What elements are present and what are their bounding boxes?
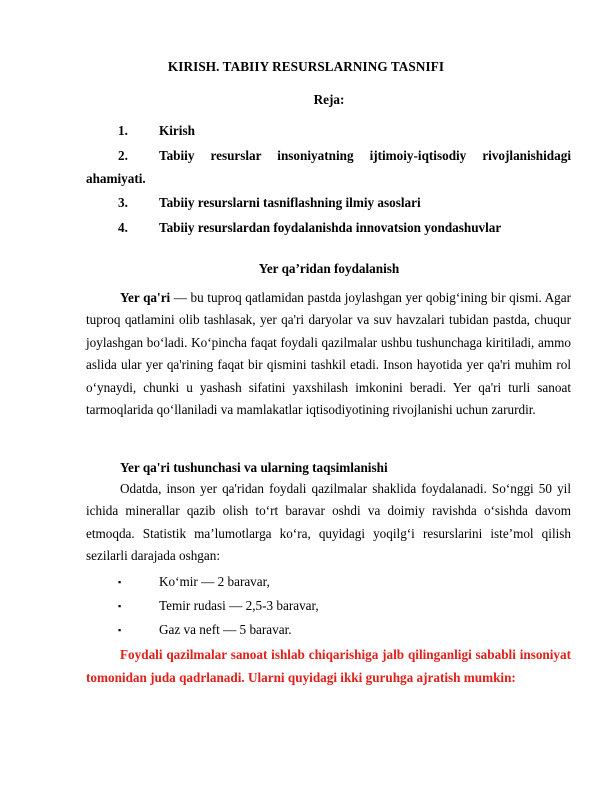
- plan-item-number: 4.: [118, 220, 128, 235]
- plan-label: Reja:: [313, 92, 345, 107]
- subheading: Yer qa'ri tushunchasi va ularning taqsimlanishi: [120, 460, 388, 475]
- list-item-text: Temir rudasi — 2,5-3 baravar,: [159, 598, 319, 613]
- list-item-text: Ko‘mir — 2 baravar,: [159, 574, 270, 589]
- term-highlight: Yer qa'ri: [120, 290, 171, 305]
- plan-item-text: Tabiiy resurslar insoniyatning ijtimoiy-iqtisodiy rivojlanishidagi: [159, 148, 571, 163]
- highlighted-paragraph: Foydali qazilmalar sanoat ishlab chiqarishiga jalb qilinganligi sababli insoniyat tomonidan juda qadrlanadi. Ularni quyidagi ikki guruhga ajratish mumkin:: [86, 647, 571, 685]
- paragraph-1-body: — bu tuproq qatlamidan pastda joylashgan yer qobig‘ining bir qismi. Agar tuproq qatlamini olib tashlasak, yer qa'ri daryolar va suv havzalari tubidan pastda, chuqur joylashgan bo‘ladi. Ko‘pincha faqat foydali qazilmalar ushbu tushunchaga kiritiladi, ammo aslida ular yer qa'rining faqat bir qismini tashkil etadi. Inson hayotida yer qa'ri muhim rol o‘ynaydi, chunki u yashash sifatini yaxshilash imkonini beradi. Yer qa'ri turli sanoat tarmoqlarida qo‘llaniladi va mamlakatlar iqtisodiyotining rivojlanishi uchun zarurdir.: [86, 290, 571, 418]
- document-title: KIRISH. TABIIY RESURSLARNING TASNIFI: [167, 59, 445, 74]
- bullet-icon: ▪: [118, 601, 122, 611]
- section-heading: Yer qa’ridan foydalanish: [258, 261, 400, 276]
- plan-item-number: 3.: [118, 195, 128, 210]
- bullet-icon: ▪: [118, 625, 122, 635]
- plan-item-number: 1.: [118, 123, 128, 138]
- plan-item-text: Kirish: [159, 123, 195, 138]
- plan-item-number: 2.: [118, 148, 128, 163]
- paragraph-1: [86, 287, 571, 421]
- plan-item-text: Tabiiy resurslarni tasniflashning ilmiy asoslari: [159, 195, 421, 210]
- plan-item-text: Tabiiy resurslardan foydalanishda innovatsion yondashuvlar: [159, 220, 502, 235]
- paragraph-2: Odatda, inson yer qa'ridan foydali qazilmalar shaklida foydalanadi. So‘nggi 50 yil ichida minerallar qazib olish to‘rt baravar oshdi va doimiy ravishda o‘sishda davom etmoqda. Statistik ma’lumotlarga ko‘ra, quyidagi yoqilg‘i resurslarini iste’mol qilish sezilarli darajada oshgan:: [86, 481, 571, 564]
- bullet-icon: ▪: [118, 577, 122, 587]
- list-item-text: Gaz va neft — 5 baravar.: [159, 622, 292, 637]
- plan-item-continuation: ahamiyati.: [86, 171, 146, 186]
